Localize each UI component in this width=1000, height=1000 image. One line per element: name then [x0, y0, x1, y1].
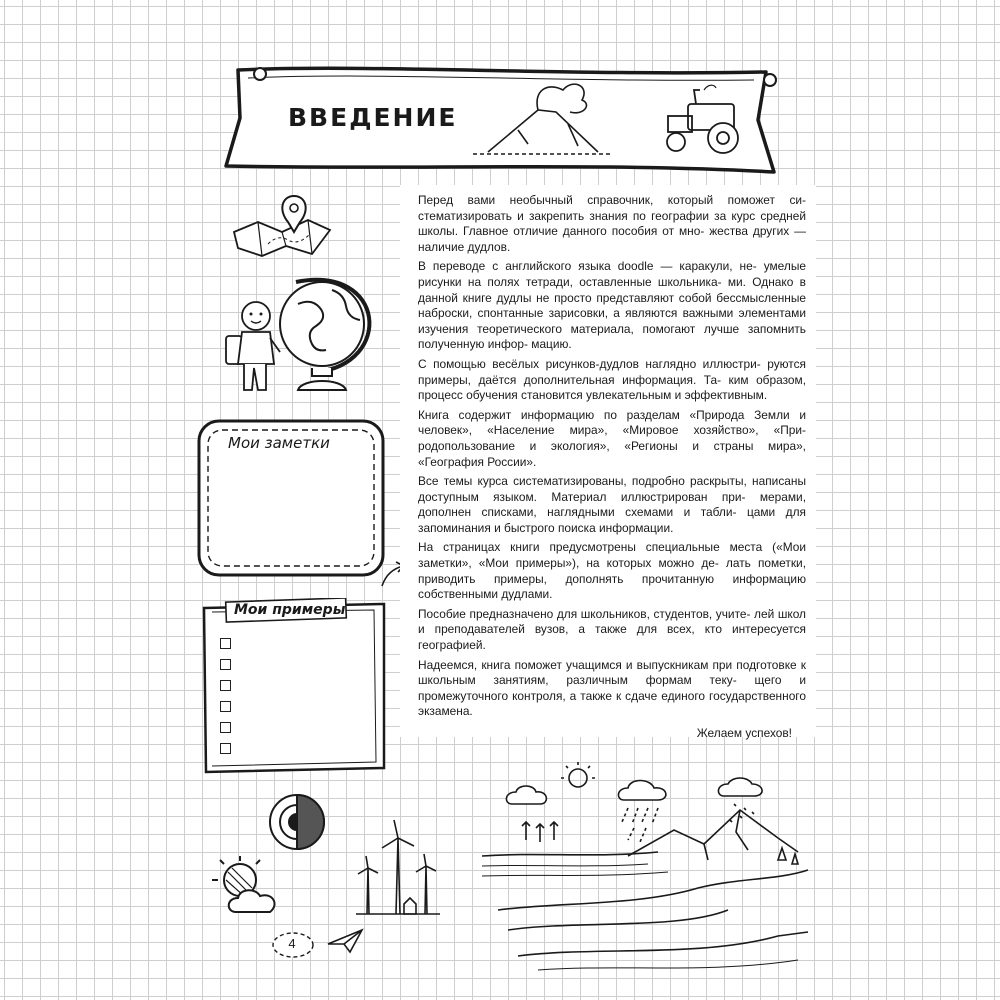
intro-text-panel	[400, 185, 816, 740]
water-cycle-icon	[478, 760, 818, 982]
paragraph: Книга содержит информацию по разделам «Природа Земли и человек», «Население мира», «Мировое хозяйство», «При- родопользование и экология», «Регионы и страны мира», «География России».	[418, 407, 806, 469]
paragraph: Все темы курса систематизированы, подробно раскрыты, написаны доступным языком. Материал иллюстрирован при- мерами, дополнен списками, наглядными схемами и табли- цами для запоминания и быстрого поиска информации.	[418, 474, 806, 535]
paper-plane-icon	[326, 926, 366, 956]
title-banner	[218, 60, 778, 180]
examples-box	[198, 598, 390, 776]
earth-layers-icon	[266, 792, 336, 854]
page-title: ВВЕДЕНИЕ	[288, 103, 458, 132]
paragraph: На страницах книги предусмотрены специальные места («Мои заметки», «Мои примеры»), на которых можно де- лать пометки, приводить примеры, дополнять прочитанную информацию собственными дудлами.	[418, 540, 806, 602]
page-number: 4	[288, 936, 296, 951]
sun-cloud-icon	[206, 852, 292, 922]
paragraph: В переводе с английского языка doodle — каракули, не- умелые рисунки на полях тетради, оставленные школьника- ми. Однако в данной книге дудлы не просто представляют собой бессмысленные наброски, спонтанные зарисовки, а являются важными элементами изучения теоретического материала, помогают лучше запомнить полученную инфор- мацию.	[418, 259, 806, 352]
notes-title: Мои заметки	[228, 434, 330, 452]
example-checkbox[interactable]	[220, 743, 231, 754]
example-checkbox[interactable]	[220, 680, 231, 691]
paragraph: Перед вами необычный справочник, который поможет си- стематизировать и закрепить знания по географии за курс средней школы. Главное отличие данного пособия от мно- жества других — наличие дудлов.	[418, 193, 806, 254]
wind-turbine-icon	[348, 818, 448, 918]
notes-box	[196, 418, 386, 578]
intro-text	[418, 193, 806, 740]
paragraph: Пособие предназначено для школьников, студентов, учите- лей школ и преподавателей вузов, а также для всех, кто интересуется географией.	[418, 606, 806, 653]
example-checkbox[interactable]	[220, 659, 231, 670]
paragraph: Надеемся, книга поможет учащимся и выпускникам при подготовке к школьным занятиям, различным формам теку- щего и промежуточного контроля, а также к сдаче единого государственного экзамена.	[418, 657, 806, 719]
paragraph: С помощью весёлых рисунков-дудлов наглядно иллюстри- руются примеры, даётся дополнительная информация. Та- ким образом, процесс обучения становится увлекательным и эффективным.	[418, 356, 806, 403]
examples-title: Мои примеры	[234, 602, 346, 618]
globe-icon	[276, 268, 384, 396]
example-checkbox[interactable]	[220, 722, 231, 733]
closing-line: Желаем успехов!	[696, 726, 792, 740]
map-pin-icon	[228, 192, 338, 262]
example-checkbox[interactable]	[220, 638, 231, 649]
example-checkbox[interactable]	[220, 701, 231, 712]
